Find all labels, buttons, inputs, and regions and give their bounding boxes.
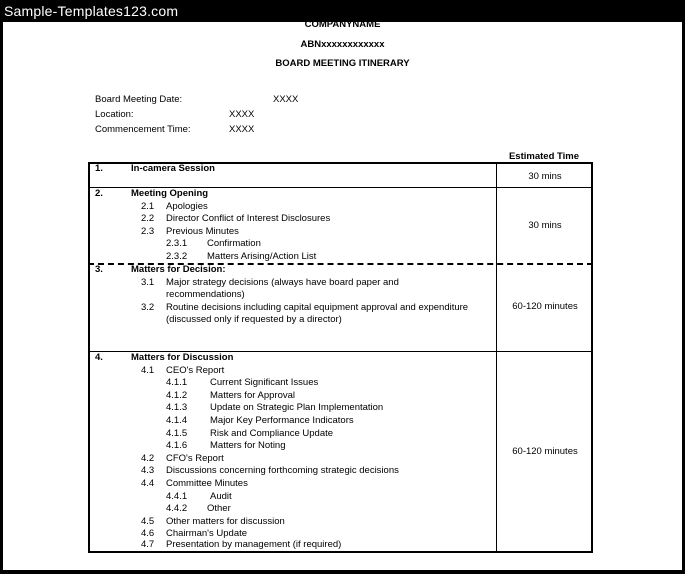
table-border-left <box>88 162 90 552</box>
subitem-number: 4.1.6 <box>166 440 188 452</box>
item-text: Discussions concerning forthcoming strategic decisions <box>166 465 399 477</box>
subitem-text: Audit <box>210 490 232 502</box>
location-label: Location: <box>95 109 134 120</box>
meeting-date-value: XXXX <box>273 94 299 105</box>
subitem-number: 4.4.2 <box>166 503 188 515</box>
section-title: In-camera Session <box>131 163 215 174</box>
section-number: 2. <box>95 188 103 199</box>
item-text: Routine decisions including capital equipment approval and expenditure <box>166 301 469 313</box>
subitem-text: Update on Strategic Plan Implementation <box>210 402 384 414</box>
item-number: 2.2 <box>141 213 155 225</box>
document-body <box>3 19 682 570</box>
estimated-time: 30 mins <box>528 171 562 182</box>
estimated-time: 30 mins <box>528 220 562 231</box>
item-number: 4.3 <box>141 465 155 477</box>
subitem-text: Matters for Approval <box>210 389 296 401</box>
subitem-number: 2.3.2 <box>166 251 188 262</box>
item-number: 4.1 <box>141 364 155 376</box>
item-text: CFO's Report <box>166 452 224 464</box>
document-page <box>3 19 682 570</box>
estimated-time: 60-120 minutes <box>512 446 578 457</box>
item-number: 3.1 <box>141 276 155 288</box>
subitem-text: Risk and Compliance Update <box>210 427 334 439</box>
subitem-number: 4.1.2 <box>166 389 188 401</box>
item-text-continued: recommendations) <box>166 289 245 301</box>
item-number: 4.4 <box>141 478 155 489</box>
item-number: 3.2 <box>141 301 155 313</box>
subitem-text: Major Key Performance Indicators <box>210 415 354 426</box>
subitem-number: 4.1.1 <box>166 377 188 389</box>
item-text: Other matters for discussion <box>166 515 285 527</box>
subitem-number: 4.1.4 <box>166 415 188 426</box>
abn-line: ABNxxxxxxxxxxxx <box>300 39 385 50</box>
item-number: 2.1 <box>141 200 155 212</box>
subitem-text: Other <box>207 503 231 515</box>
subitem-number: 4.1.3 <box>166 402 188 414</box>
item-text: Major strategy decisions (always have board paper and <box>166 276 399 288</box>
section-number: 4. <box>95 352 103 363</box>
item-number: 4.6 <box>141 528 155 540</box>
itinerary-table <box>88 162 593 552</box>
item-text: Apologies <box>166 200 208 212</box>
section-title: Matters for Decision: <box>131 264 226 275</box>
subitem-text: Current Significant Issues <box>210 377 319 389</box>
section-title: Meeting Opening <box>131 188 209 199</box>
item-number: 4.7 <box>141 539 155 550</box>
item-number: 2.3 <box>141 225 155 237</box>
company-name: COMPANYNAME <box>304 19 381 30</box>
section-title: Matters for Discussion <box>131 352 234 363</box>
section-number: 3. <box>95 264 103 275</box>
item-text: CEO's Report <box>166 364 225 376</box>
commencement-value: XXXX <box>229 124 255 135</box>
item-text: Director Conflict of Interest Disclosures <box>166 213 331 225</box>
commencement-label: Commencement Time: <box>95 124 191 135</box>
document-title: BOARD MEETING ITINERARY <box>275 58 410 69</box>
item-text: Previous Minutes <box>166 225 239 237</box>
subitem-number: 4.1.5 <box>166 427 188 439</box>
estimated-time-header: Estimated Time <box>508 151 580 162</box>
estimated-time: 60-120 minutes <box>512 301 578 312</box>
subitem-number: 4.4.1 <box>166 490 188 502</box>
item-text: Committee Minutes <box>166 478 248 489</box>
item-text-continued: (discussed only if requested by a director) <box>166 314 342 326</box>
subitem-number: 2.3.1 <box>166 238 188 250</box>
section-number: 1. <box>95 163 103 174</box>
subitem-text: Confirmation <box>207 238 261 250</box>
location-value: XXXX <box>229 109 255 120</box>
meeting-date-label: Board Meeting Date: <box>95 94 183 105</box>
item-text: Presentation by management (if required) <box>166 539 342 550</box>
subitem-text: Matters for Noting <box>210 440 286 452</box>
subitem-text: Matters Arising/Action List <box>207 251 317 262</box>
item-number: 4.2 <box>141 452 155 464</box>
item-number: 4.5 <box>141 515 155 527</box>
item-text: Chairman's Update <box>166 528 248 540</box>
watermark: Sample-Templates123.com <box>4 3 179 19</box>
